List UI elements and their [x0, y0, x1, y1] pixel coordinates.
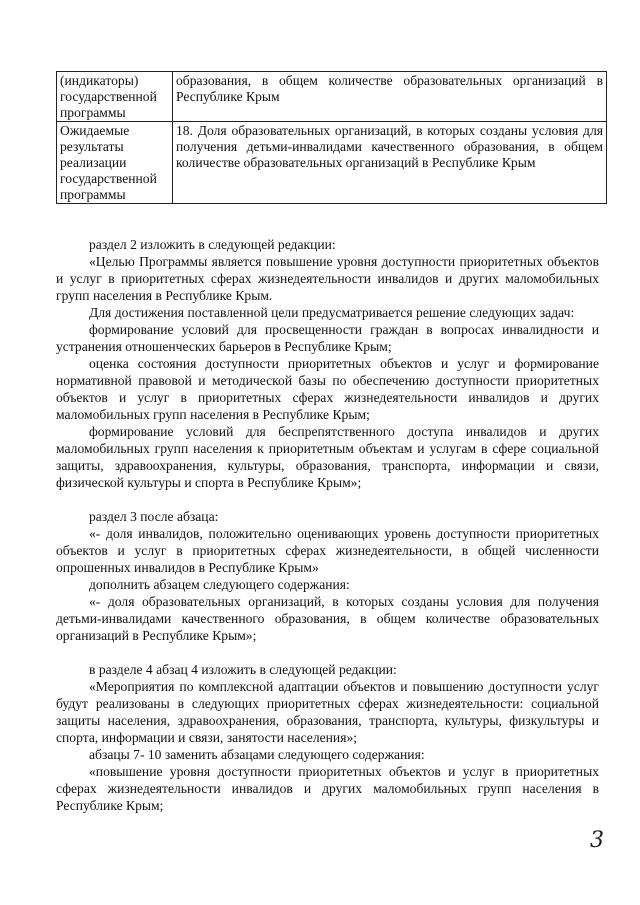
- table-row: [57, 122, 607, 204]
- quoted-indicator-paragraph: «- доля инвалидов, положительно оценивающих уровень доступности приоритетных объектов и услуг в приоритетных сферах жизнедеятельности, в общей численности опрошенных инвалидов в Республике Крым»: [56, 526, 599, 575]
- table-row: [57, 72, 607, 122]
- table-cell-label: Ожидаемые результаты реализации государственной программы: [57, 122, 173, 204]
- section-3-instruction: раздел 3 после абзаца:: [89, 509, 219, 524]
- tasks-intro-paragraph: Для достижения поставленной цели предусматривается решение следующих задач:: [89, 305, 575, 320]
- task-paragraph: формирование условий для просвещенности граждан в вопросах инвалидности и устранения отношенческих барьеров в Республике Крым;: [56, 322, 599, 354]
- measures-paragraph: «Мероприятия по комплексной адаптации объектов и повышению доступности услуг будут реализованы в следующих приоритетных сферах жизнедеятельности: социальной защиты населения, здравоохранения, образования, транспорта, культуры, физкультуры и спорта, информации и связи, занятости населения»;: [56, 679, 599, 745]
- table-cell-value: образования, в общем количестве образовательных организаций в Республике Крым: [173, 72, 607, 122]
- goal-paragraph: «Целью Программы является повышение уровня доступности приоритетных объектов и услуг в приоритетных сферах жизнедеятельности инвалидов и других маломобильных групп населения в Республике Крым.: [56, 254, 599, 303]
- task-paragraph: оценка состояния доступности приоритетных объектов и услуг и формирование нормативной правовой и методической базы по обеспечению доступности приоритетных объектов и услуг в приоритетных сферах жизнедеятельности инвалидов и других маломобильных групп населения в Республике Крым;: [56, 356, 599, 422]
- document-body: [56, 236, 599, 814]
- section-2-instruction: раздел 2 изложить в следующей редакции:: [89, 237, 336, 252]
- table-cell-label: (индикаторы) государственной программы: [57, 72, 173, 122]
- table-cell-value: 18. Доля образовательных организаций, в которых созданы условия для получения детьми-инвалидами качественного образования, в общем количестве образовательных организаций в Республике Крым: [173, 122, 607, 204]
- add-paragraph-instruction: дополнить абзацем следующего содержания:: [89, 577, 350, 592]
- page-number: 3: [590, 828, 604, 853]
- new-indicator-paragraph: «- доля образовательных организаций, в которых созданы условия для получения детьми-инвалидами качественного образования, в общем количестве образовательных организаций в Республике Крым»;: [56, 594, 599, 643]
- replace-paragraphs-instruction: абзацы 7- 10 заменить абзацами следующего содержания:: [89, 747, 425, 762]
- task-paragraph: формирование условий для беспрепятственного доступа инвалидов и других маломобильных групп населения к приоритетным объектам и услугам в сфере социальной защиты, здравоохранения, культуры, образования, транспорта, информации и связи, физической культуры и спорта в Республике Крым»;: [56, 424, 599, 490]
- program-passport-table: [56, 71, 607, 204]
- section-4-instruction: в разделе 4 абзац 4 изложить в следующей редакции:: [89, 662, 397, 677]
- new-content-paragraph: «повышение уровня доступности приоритетных объектов и услуг в приоритетных сферах жизнедеятельности инвалидов и других маломобильных групп населения в Республике Крым;: [56, 764, 599, 813]
